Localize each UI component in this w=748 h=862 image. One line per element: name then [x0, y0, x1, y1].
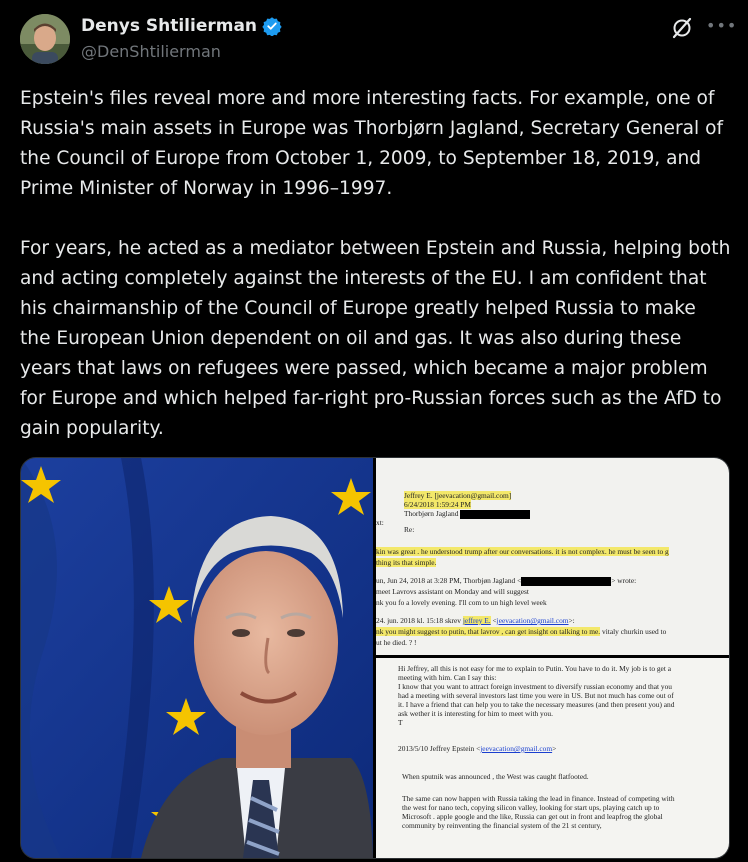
doc2-para-7: T: [398, 718, 403, 727]
doc2-para-2: meeting with him. Can I say this:: [398, 673, 497, 682]
redaction-box: [460, 510, 530, 519]
doc2-line-4: community by reinventing the financial system of the 21 st century,: [402, 821, 602, 830]
doc1-to-label: xt:: [376, 518, 384, 527]
verified-badge-icon: [262, 16, 282, 36]
doc1-to-line: [404, 509, 530, 519]
doc1-line-8: ut he died. ? !: [376, 638, 417, 647]
doc1-re-label: Re:: [404, 525, 415, 534]
doc1-line-7a: nk you might suggest to putin, that lavrov , can get insight on talking to me.: [376, 627, 601, 636]
doc1-line-2: thing its that simple.: [376, 558, 437, 567]
doc1-line-7: [376, 627, 666, 636]
doc1-email-link[interactable]: jeevacation@gmail.com: [496, 616, 569, 625]
doc2-para-4: had a meeting with several investors last time you were in US. But not much has come out of: [398, 691, 674, 700]
media-grid: [20, 457, 730, 859]
doc1-line-1: kin was great . he understood trump after our conversations. it is not complex. he must be seen to g: [376, 547, 669, 556]
doc1-date: 6/24/2018 1:59:24 PM: [404, 500, 471, 509]
grok-icon[interactable]: [670, 16, 694, 40]
doc2-sputnik: When sputnik was announced , the West was caught flatfooted.: [402, 772, 589, 781]
doc1-line-4: meet Lavrovs assistant on Monday and will suggest: [376, 587, 529, 596]
redaction-box: [521, 577, 611, 586]
doc1-line-3: [376, 576, 636, 586]
doc2-para-5: it. I have a friend that can help you to take the necessary measures (and then present you) and: [398, 700, 675, 709]
document-email-2018[interactable]: [376, 458, 729, 655]
author-handle[interactable]: @DenShtilierman: [81, 42, 221, 61]
author-row: [81, 16, 282, 36]
doc2-para-6: ask wether it is interesting for him to meet with you.: [398, 709, 553, 718]
doc2-date-a: 2013/5/10 Jeffrey Epstein <: [398, 744, 481, 753]
post-text: Epstein's files reveal more and more interesting facts. For example, one of Russia's main assets in Europe was Thorbjørn Jagland, Secretary General of the Council of Europe from October 1, 2009, to September 18, 2019, and Prime Minister of Norway in 1996–1997. For years, he acted as a mediator between Epstein and Russia, helping both and acting completely against the interests of the EU. I am confident that his chairmanship of the Council of Europe greatly helped Russia to make the European Union dependent on oil and gas. It was also during these years that laws on refugees were passed, which became a major problem for Europe and which helped far-right pro-Russian forces such as the AfD to gain popularity.: [20, 88, 731, 439]
doc1-line-3b: > wrote:: [611, 576, 637, 585]
more-icon[interactable]: •••: [706, 16, 738, 35]
doc2-date-line: [398, 744, 556, 753]
doc1-line-6e: >:: [568, 616, 575, 625]
doc1-from-line: [404, 491, 511, 500]
doc2-line-3: Microsoft . apple google and the like, Russia can get out in front and leapfrog the global: [402, 812, 663, 821]
doc1-line-6a: 24. jun. 2018 kl. 15:18 skrev: [376, 616, 463, 625]
doc2-para-3: I know that you want to attract foreign investment to diversify russian economy and that you: [398, 682, 673, 691]
author-name[interactable]: Denys Shtilierman: [81, 16, 258, 36]
photo-jagland[interactable]: [21, 458, 373, 858]
doc2-line-2: the west for nano tech, copying silicon valley, looking for start ups, playing catch up to: [402, 803, 660, 812]
doc1-sender-link[interactable]: jeffrey E.: [462, 616, 491, 625]
doc2-email-link[interactable]: jeevacation@gmail.com: [480, 744, 553, 753]
doc1-line-6: [376, 616, 575, 625]
doc1-to: Thorbjørn Jagland: [404, 509, 459, 518]
document-email-2013[interactable]: [376, 658, 729, 858]
doc2-date-c: >: [552, 744, 557, 753]
doc1-line-7b: vitaly churkin used to: [600, 627, 667, 636]
doc1-from: Jeffrey E. [jeevacation@gmail.com]: [404, 491, 512, 500]
doc1-line-5: nk you fo a lovely evening. I'll com to un high level week: [376, 598, 547, 607]
avatar[interactable]: [20, 14, 70, 64]
doc1-date-line: [404, 500, 471, 509]
doc2-para-1: Hi Jeffrey, all this is not easy for me to explain to Putin. You have to do it. My job is to get a: [398, 664, 672, 673]
doc1-line-3a: un, Jun 24, 2018 at 3:28 PM, Thorbjøn Jagland <: [376, 576, 522, 585]
doc2-line-1: The same can now happen with Russia taking the lead in finance. Instead of competing with: [402, 794, 675, 803]
doc1-line-6c: <: [490, 616, 497, 625]
